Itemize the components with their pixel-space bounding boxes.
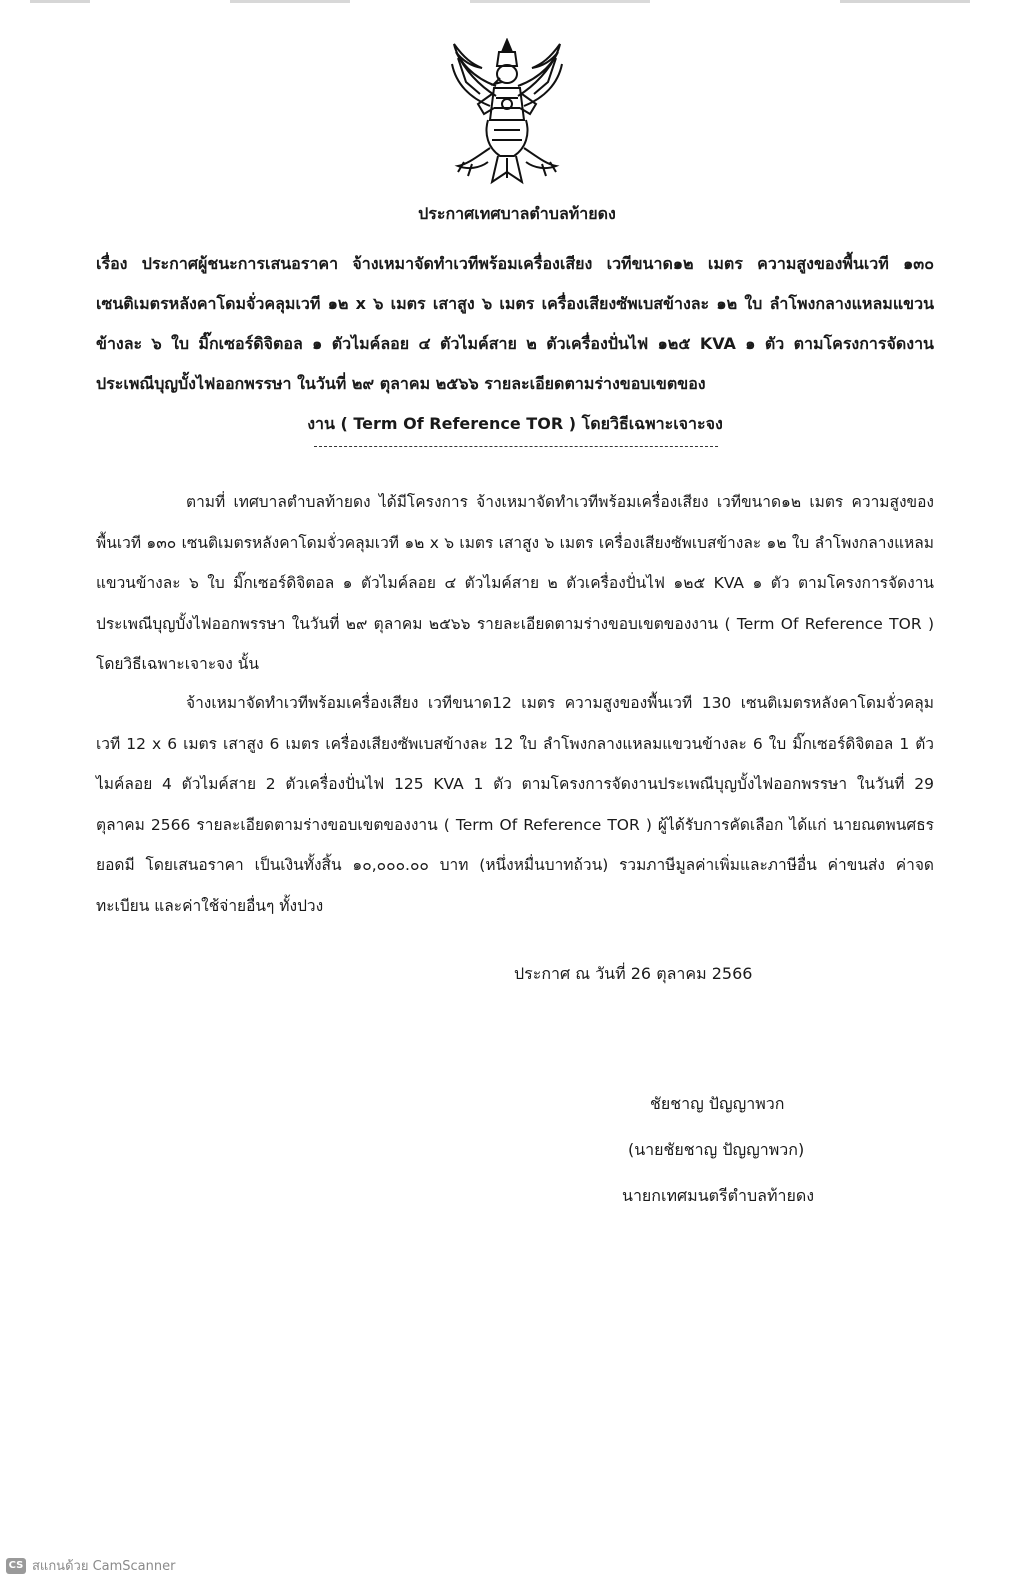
announcement-date: ประกาศ ณ วันที่ 26 ตุลาคม 2566 <box>514 964 753 983</box>
signature-signed-name: ชัยชาญ ปัญญาพวก <box>650 1094 785 1113</box>
camscanner-logo: CS <box>6 1558 26 1574</box>
scanner-label: สแกนด้วย CamScanner <box>32 1559 176 1574</box>
scan-top-edge-marks <box>0 0 1034 8</box>
garuda-emblem-icon <box>444 38 570 186</box>
body-paragraph-2: จ้างเหมาจัดทำเวทีพร้อมเครื่องเสียง เวทีขนาด12 เมตร ความสูงของพื้นเวที 130 เซนติเมตรหลังคาโดมจั่วคลุมเวที 12 x 6 เมตร เสาสูง 6 เมตร เครื่องเสียงซัพเบสข้างละ 12 ใบ ลำโพงกลางแหลมแขวนข้างละ 6 ใบ มิ๊กเซอร์ดิจิตอล 1 ตัวไมค์ลอย 4 ตัวไมค์สาย 2 ตัวเครื่องปั่นไฟ 125 KVA 1 ตัว ตามโครงการจัดงานประเพณีบุญบั้งไฟออกพรรษา ในวันที่ 29 ตุลาคม 2566 รายละเอียดตามร่างขอบเขตของงาน ( Term Of Reference TOR ) ผู้ได้รับการคัดเลือก ได้แก่ นายณตพนศธร ยอดมี โดยเสนอราคา เป็นเงินทั้งสิ้น ๑๐,๐๐๐.๐๐ บาท (หนึ่งหมื่นบาทถ้วน) รวมภาษีมูลค่าเพิ่มและภาษีอื่น ค่าขนส่ง ค่าจดทะเบียน และค่าใช้จ่ายอื่นๆ ทั้งปวง <box>96 694 934 915</box>
subject-block <box>96 244 934 444</box>
subject-last-line: งาน ( Term Of Reference TOR ) โดยวิธีเฉพาะเจาะจง <box>307 414 723 433</box>
subject-text: เรื่อง ประกาศผู้ชนะการเสนอราคา จ้างเหมาจัดทำเวทีพร้อมเครื่องเสียง เวทีขนาด๑๒ เมตร ความสูงของพื้นเวที ๑๓๐ เซนติเมตรหลังคาโดมจั่วคลุมเวที ๑๒ x ๖ เมตร เสาสูง ๖ เมตร เครื่องเสียงซัพเบสข้างละ ๑๒ ใบ ลำโพงกลางแหลมแขวนข้างละ ๖ ใบ มิ๊กเซอร์ดิจิตอล ๑ ตัวไมค์ลอย ๔ ตัวไมค์สาย ๒ ตัวเครื่องปั่นไฟ ๑๒๕ KVA ๑ ตัว ตามโครงการจัดงานประเพณีบุญบั้งไฟออกพรรษา ในวันที่ ๒๙ ตุลาคม ๒๕๖๖ รายละเอียดตามร่างขอบเขตของ <box>96 254 934 393</box>
scanner-watermark <box>6 1555 175 1576</box>
body-paragraph-1: ตามที่ เทศบาลตำบลท้ายดง ได้มีโครงการ จ้างเหมาจัดทำเวทีพร้อมเครื่องเสียง เวทีขนาด๑๒ เมตร ความสูงของพื้นเวที ๑๓๐ เซนติเมตรหลังคาโดมจั่วคลุมเวที ๑๒ x ๖ เมตร เสาสูง ๖ เมตร เครื่องเสียงซัพเบสข้างละ ๑๒ ใบ ลำโพงกลางแหลมแขวนข้างละ ๖ ใบ มิ๊กเซอร์ดิจิตอล ๑ ตัวไมค์ลอย ๔ ตัวไมค์สาย ๒ ตัวเครื่องปั่นไฟ ๑๒๕ KVA ๑ ตัว ตามโครงการจัดงานประเพณีบุญบั้งไฟออกพรรษา ในวันที่ ๒๙ ตุลาคม ๒๕๖๖ รายละเอียดตามร่างขอบเขตของงาน ( Term Of Reference TOR ) โดยวิธีเฉพาะเจาะจง นั้น <box>96 493 934 673</box>
dashed-divider <box>314 446 718 447</box>
signature-printed-name: (นายชัยชาญ ปัญญาพวก) <box>628 1140 805 1159</box>
announcement-title: ประกาศเทศบาลตำบลท้ายดง <box>418 204 616 223</box>
signature-position: นายกเทศมนตรีตำบลท้ายดง <box>622 1186 815 1205</box>
